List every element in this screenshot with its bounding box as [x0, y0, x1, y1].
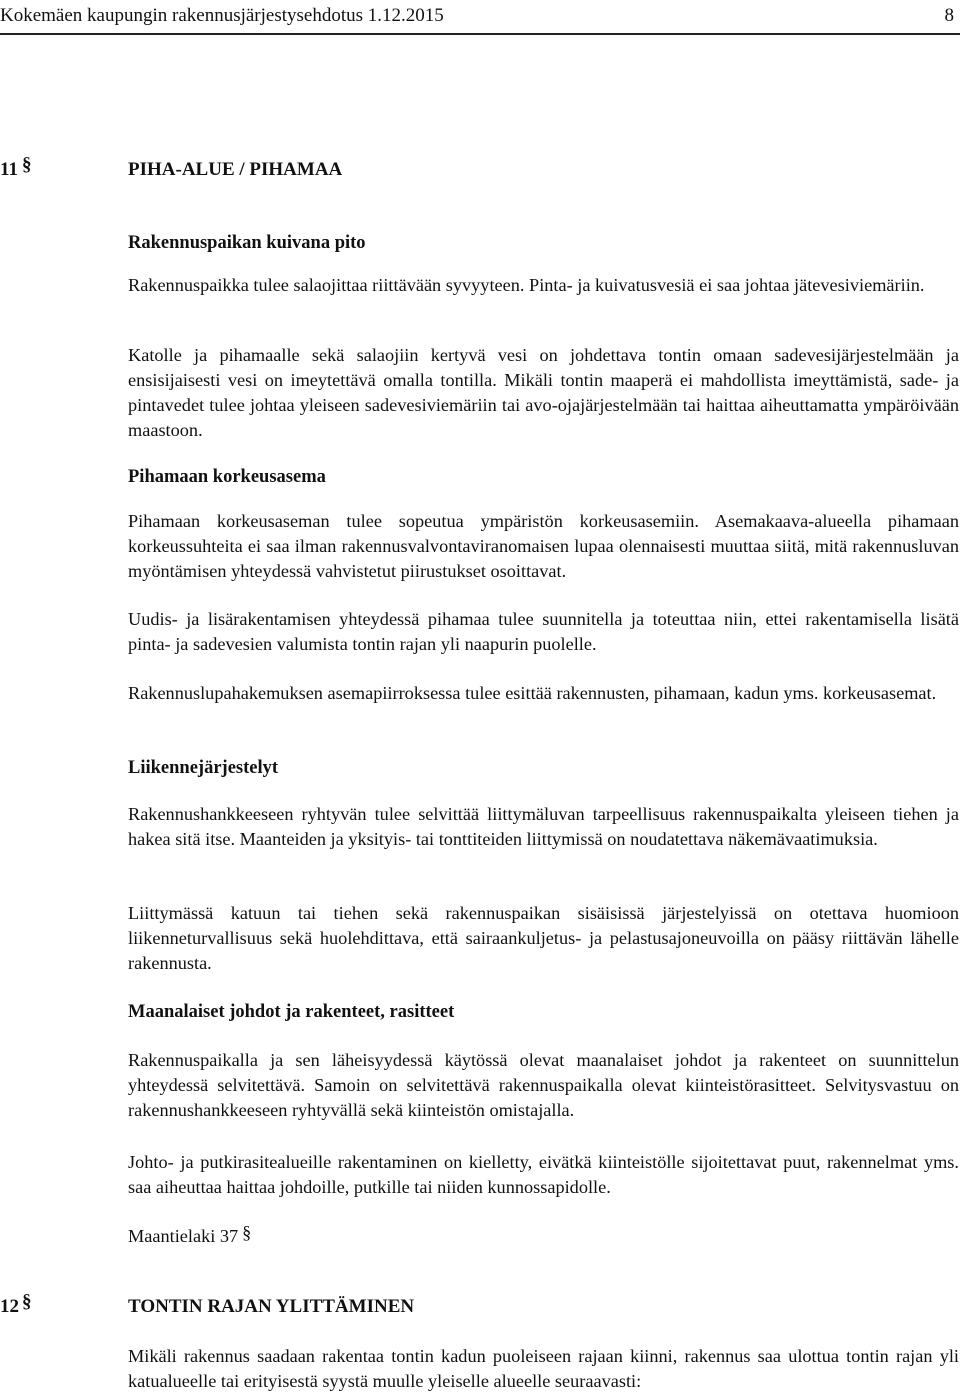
paragraph: Liittymässä katuun tai tiehen sekä rakennuspaikan sisäisissä järjestelyissä on otettava huomioon liikenneturvallisuus sekä huolehdittava, että sairaankuljetus- ja pelastusajoneuvoilla on pääsy riittävän lähelle rakennusta. [128, 903, 959, 973]
heading-maanalaiset-johdot: Maanalaiset johdot ja rakenteet, rasitteet [128, 1002, 455, 1022]
document-title: Kokemäen kaupungin rakennusjärjestysehdotus 1.12.2015 [0, 5, 444, 26]
paragraph: Rakennuslupahakemuksen asemapiirroksessa tulee esittää rakennusten, pihamaan, kadun yms. korkeusasemat. [128, 683, 937, 703]
paragraph: Katolle ja pihamaalle sekä salaojiin kertyvä vesi on johdettava tontin omaan sadevesijärjestelmään ja ensisijaisesti vesi on imeytettävä omalla tontilla. Mikäli tontin maaperä ei mahdollista imeyttämistä, sade- ja pintavedet tulee johtaa yleiseen sadevesiviemäriin tai avo-ojajärjestelmään tai haittaa aiheuttamatta ympäröivään maastoon. [128, 345, 959, 440]
paragraph: Uudis- ja lisärakentamisen yhteydessä pihamaa tulee suunnitella ja toteuttaa niin, ettei rakentamisella lisätä pinta- ja sadevesien valumista tontin rajan yli naapurin puolelle. [128, 609, 959, 654]
section-title: PIHA-ALUE / PIHAMAA [128, 159, 343, 180]
paragraph: Johto- ja putkirasitealueille rakentaminen on kielletty, eivätkä kiinteistölle sijoitettavat puut, rakennelmat yms. saa aiheuttaa haittaa johdoille, putkille tai niiden kunnossapidolle. [128, 1152, 959, 1197]
section-title: TONTIN RAJAN YLITTÄMINEN [128, 1296, 415, 1317]
heading-liikennejarjestelyt: Liikennejärjestelyt [128, 758, 279, 778]
section-number: 12 [0, 1296, 19, 1317]
paragraph: Mikäli rakennus saadaan rakentaa tontin kadun puoleiseen rajaan kiinni, rakennus saa ulottua tontin rajan yli katualueelle tai erityisestä syystä muulle yleiselle alueelle seuraavasti: [128, 1346, 959, 1391]
law-reference-text: Maantielaki 37 [128, 1226, 239, 1246]
heading-rakennuspaikan-kuivana-pito: Rakennuspaikan kuivana pito [128, 233, 366, 253]
paragraph: Rakennushankkeeseen ryhtyvän tulee selvittää liittymäluvan tarpeellisuus rakennuspaikalta yleiseen tiehen ja hakea sitä itse. Maanteiden ja yksityis- tai tonttiteiden liittymissä on noudatettava näkemävaatimuksia. [128, 804, 959, 849]
section-number: 11 [0, 159, 18, 180]
page-header [0, 0, 960, 36]
paragraph: Pihamaan korkeusaseman tulee sopeutua ympäristön korkeusasemiin. Asemakaava-alueella pihamaan korkeussuhteita ei saa ilman rakennusvalvontaviranomaisen lupaa olennaisesti muuttaa siitä, mitä rakennusluvan myöntämisen yhteydessä vahvistetut piirustukset osoittavat. [128, 511, 959, 581]
section-mark: § [22, 154, 32, 175]
section-mark: § [242, 1222, 252, 1242]
paragraph: Rakennuspaikka tulee salaojittaa riittävään syvyyteen. Pinta- ja kuivatusvesiä ei saa johtaa jätevesiviemäriin. [128, 275, 925, 295]
section-mark: § [22, 1291, 32, 1312]
page-number: 8 [944, 5, 954, 26]
paragraph: Rakennuspaikalla ja sen läheisyydessä käytössä olevat maanalaiset johdot ja rakenteet on suunnittelun yhteydessä selvitettävä. Samoin on selvitettävä rakennuspaikalla olevat kiinteistörasitteet. Selvitysvastuu on rakennushankkeeseen ryhtyvällä sekä kiinteistön omistajalla. [128, 1050, 959, 1120]
law-reference [128, 1224, 959, 1249]
heading-pihamaan-korkeusasema: Pihamaan korkeusasema [128, 467, 326, 487]
header-rule [0, 33, 960, 35]
